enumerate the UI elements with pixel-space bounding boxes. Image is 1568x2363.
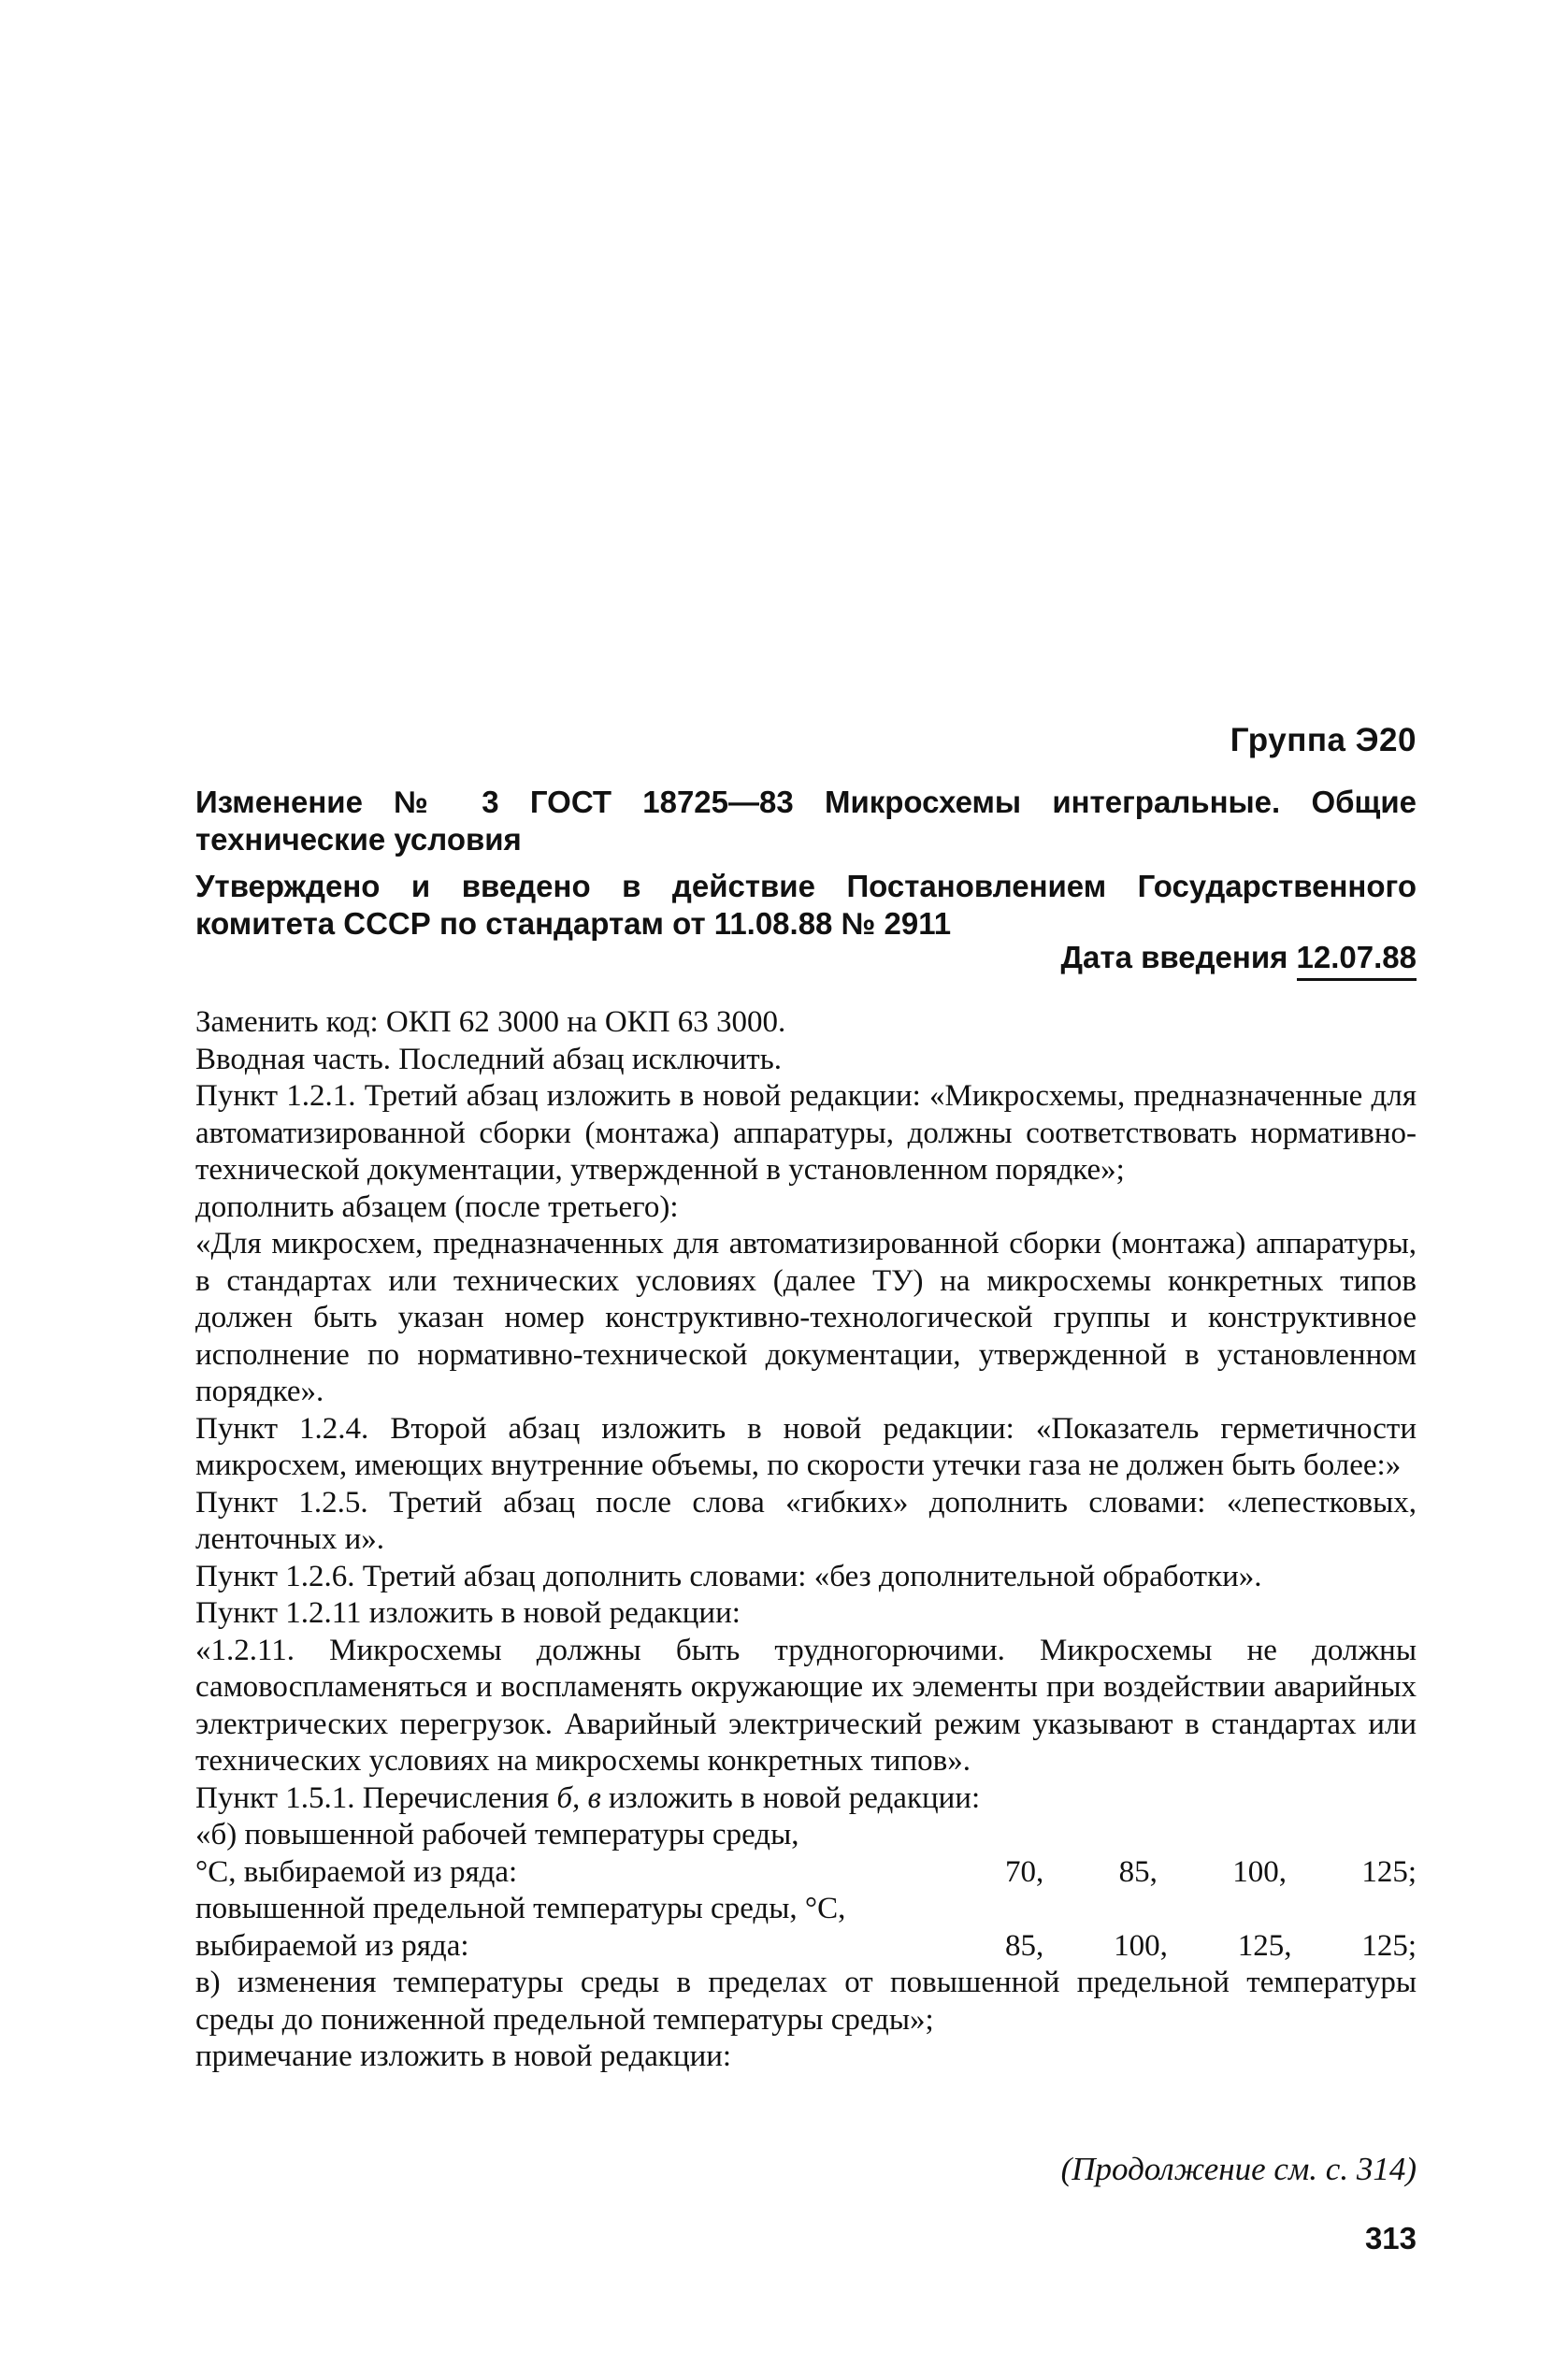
paragraph: в) изменения температуры среды в пределах от повышенной предельной температуры среды до пониженной предельной температуры среды»; [195,1966,1417,2037]
temperature-value: 70, [1005,1854,1044,1889]
introduction-date-label: Дата введения [1060,940,1297,974]
paragraph: Пункт 1.2.11 изложить в новой редакции: [195,1596,741,1630]
paragraph: Пункт 1.2.5. Третий абзац после слова «гибких» дополнить словами: «лепестковых, ленточных и». [195,1485,1417,1556]
paragraph: дополнить абзацем (после третьего): [195,1189,679,1224]
paragraph: Вводная часть. Последний абзац исключить. [195,1042,783,1076]
introduction-date-value: 12.07.88 [1297,940,1417,981]
temperature-value: 125; [1361,1854,1417,1889]
temperature-value: 125, [1237,1928,1292,1963]
temperature-value: 100, [1232,1854,1287,1889]
introduction-date [1061,939,1417,976]
paragraph: «Для микросхем, предназначенных для автоматизированной сборки (монтажа) аппаратуры, в стандартах или технических условиях (далее ТУ) на микросхемы конкретных типов должен быть указан номер конструктивно-технологической группы и конструктивное исполнение по нормативно-технической документации, утвержденной в установленном порядке». [195,1227,1417,1408]
temperature-value: 125; [1361,1928,1417,1963]
approval-statement: Утверждено и введено в действие Постановлением Государственного комитета СССР по стандартам от 11.08.88 № 2911 [195,869,1417,941]
temperature-row [195,1928,1417,1966]
paragraph: повышенной предельной температуры среды, °С, [195,1892,846,1925]
paragraph: Пункт 1.5.1. Перечисления б, в изложить в новой редакции: [195,1780,981,1815]
paragraph: примечание изложить в новой редакции: [195,2039,732,2073]
temperature-value: 85, [1005,1928,1044,1963]
paragraph: «1.2.11. Микросхемы должны быть трудногорючими. Микросхемы не должны самовоспламеняться и воспламенять окружающие их элементы при воздействии аварийных электрических перегрузок. Аварийный электрический режим указывают в стандартах или технических условиях на микросхемы конкретных типов». [195,1633,1417,1778]
page-number: 313 [1364,2221,1417,2255]
document-title: Изменение № 3 ГОСТ 18725—83 Микросхемы интегральные. Общие технические условия [195,785,1417,857]
paragraph: Заменить код: ОКП 62 3000 на ОКП 63 3000. [195,1005,786,1039]
continuation-note: (Продолжение см. с. 314) [1060,2151,1417,2187]
temperature-value: 85, [1118,1854,1158,1889]
paragraph: Пункт 1.2.4. Второй абзац изложить в новой редакции: «Показатель герметичности микросхем, имеющих внутренние объемы, по скорости утечки газа не должен быть более:» [195,1411,1417,1482]
temperature-value: 100, [1114,1928,1168,1963]
paragraph: Пункт 1.2.1. Третий абзац изложить в новой редакции: «Микросхемы, предназначенные для автоматизированной сборки (монтажа) аппаратуры, должны соответствовать нормативно-технической документации, утвержденной в установленном порядке»; [195,1079,1417,1187]
group-label: Группа Э20 [1230,722,1417,758]
temperature-row-label: °С, выбираемой из ряда: [195,1854,518,1889]
temperature-row-label: выбираемой из ряда: [195,1928,469,1963]
paragraph: «б) повышенной рабочей температуры среды, [195,1818,799,1851]
temperature-row [195,1854,1417,1892]
enumeration-letters: б, в [556,1780,601,1815]
document-body [195,1004,1417,2076]
paragraph: Пункт 1.2.6. Третий абзац дополнить словами: «без дополнительной обработки». [195,1559,1262,1593]
